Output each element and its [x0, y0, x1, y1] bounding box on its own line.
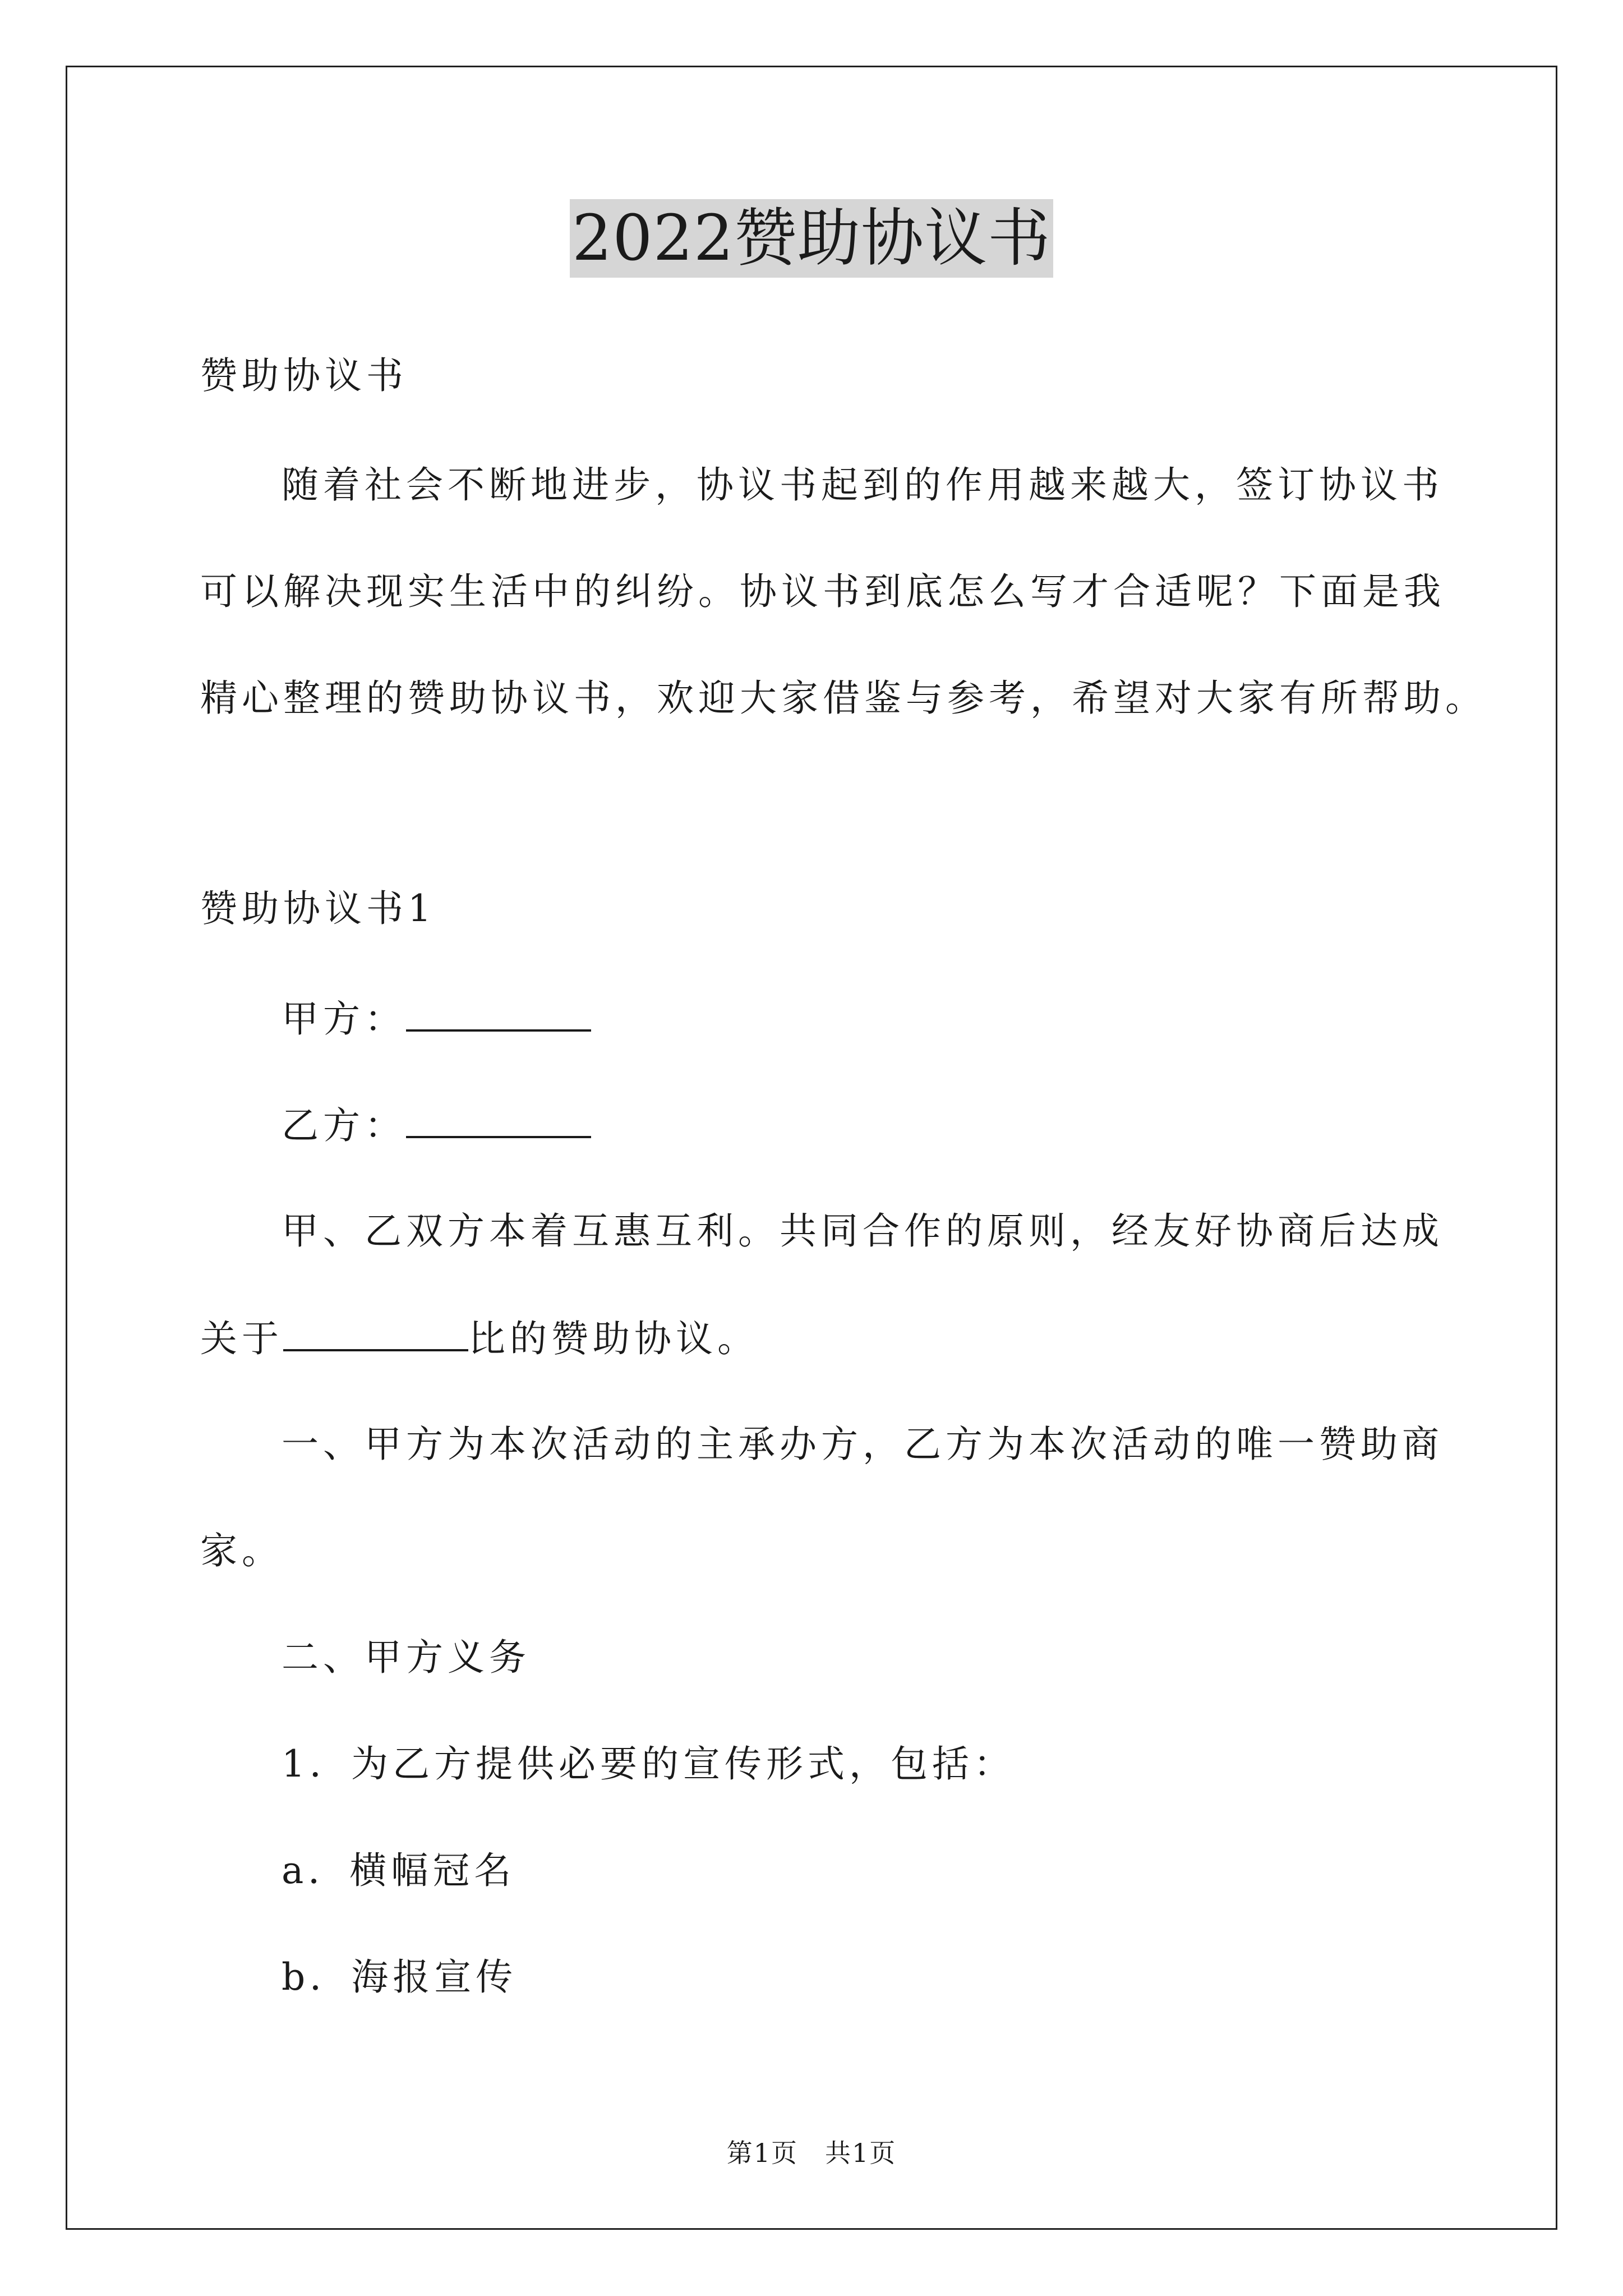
- agreement-line-1: 甲、乙双方本着互惠互利。共同合作的原则，经友好协商后达成: [282, 1209, 1444, 1253]
- agreement-suffix: 比的赞助协议。: [468, 1317, 759, 1360]
- item-1: 1．为乙方提供必要的宣传形式，包括：: [282, 1742, 1015, 1786]
- document-title: 2022赞助协议书: [570, 199, 1053, 278]
- agreement-prefix: 关于: [200, 1317, 283, 1360]
- item-b: b．海报宣传: [282, 1955, 518, 1999]
- agreement-line-2: [200, 1315, 759, 1361]
- party-b-label: 乙方：: [282, 1104, 406, 1147]
- party-a-line: [282, 996, 591, 1042]
- party-a-label: 甲方：: [282, 997, 406, 1041]
- clause-2-heading: 二、甲方义务: [282, 1636, 531, 1679]
- page-total: 共1页: [825, 2138, 897, 2168]
- section-heading: 赞助协议书1: [200, 887, 436, 930]
- title-container: [0, 199, 1623, 278]
- clause-1-line-1: 一、甲方为本次活动的主承办方，乙方为本次活动的唯一赞助商: [282, 1423, 1444, 1466]
- page-current: 第1页: [726, 2138, 798, 2168]
- party-b-blank: [406, 1102, 591, 1138]
- party-b-line: [282, 1102, 591, 1148]
- intro-line-2: 可以解决现实生活中的纠纷。协议书到底怎么写才合适呢？下面是我: [200, 570, 1445, 613]
- document-subtitle: 赞助协议书: [200, 354, 408, 397]
- intro-line-1: 随着社会不断地进步，协议书起到的作用越来越大，签订协议书: [282, 463, 1444, 507]
- agreement-blank: [283, 1315, 468, 1351]
- page-footer: [0, 2136, 1623, 2170]
- clause-1-line-2: 家。: [200, 1529, 283, 1572]
- item-a: a．横幅冠名: [282, 1849, 516, 1892]
- party-a-blank: [406, 996, 591, 1032]
- intro-line-3: 精心整理的赞助协议书，欢迎大家借鉴与参考，希望对大家有所帮助。: [200, 677, 1487, 720]
